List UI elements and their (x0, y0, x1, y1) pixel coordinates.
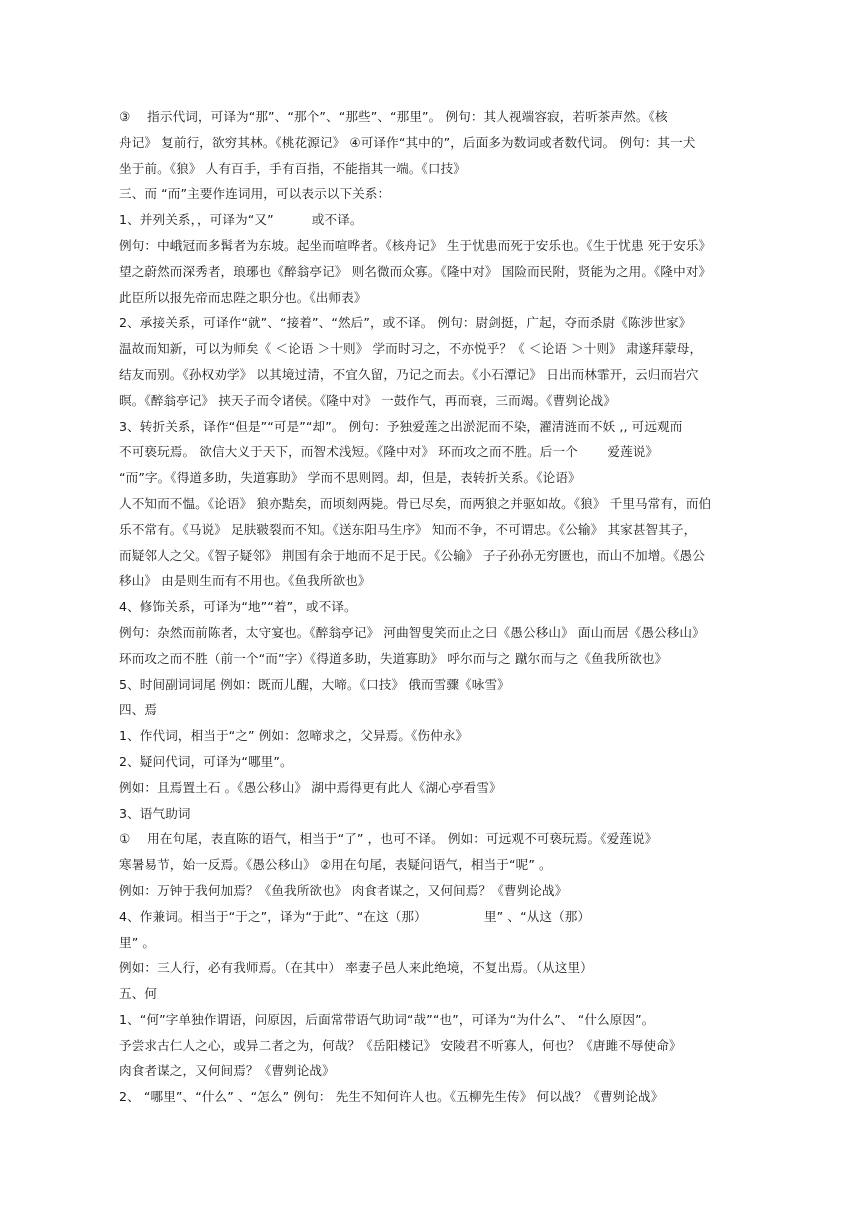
text-line: 2、疑问代词，可译为“哪里”。 (119, 753, 293, 769)
text-line: 例如：三人行，必有我师焉。（在其中） 率妻子邑人来此绝境，不复出焉。（从这里） (119, 960, 593, 976)
text-line: ③ 指示代词，可译为“那”、“那个”、“那些”、“那里”。 例句：其人视端容寂，若听茶声然。《核 (119, 109, 668, 124)
text-line: 例句：中峨冠而多髯者为东坡。起坐而喧哗者。《核舟记》 生于忧患而死于安乐也。《生于忧患 死于安乐》 (119, 237, 712, 253)
text-line: 4、作兼词。相当于“于之”，译为“于此”、“在这（那） 里” 、“从这（那） (119, 908, 591, 924)
text-line: 肉食者谋之，又何间焉？《曹刿论战》 (119, 1063, 335, 1079)
text-line: 1、作代词，相当于“之” 例如：忽啼求之，父异焉。《伤仲永》 (119, 728, 469, 744)
text-line: 2、 “哪里”、“什么” 、“怎么” 例句： 先生不知何许人也。《五柳先生传》 何以战？《曹刿论战》 (119, 1089, 664, 1105)
document-body (119, 104, 737, 1110)
section-heading: 四、焉 (119, 702, 158, 718)
text-line: 乐不常有。《马说》 足肤皲裂而不知。《送东阳马生序》 知而不争，不可谓忠。《公输》 其家甚智其子， (119, 521, 697, 537)
text-line: 暝。《醉翁亭记》 挟天子而令诸侯。《隆中对》 一鼓作气，再而衰，三而竭。《曹刿论战》 (119, 392, 617, 408)
text-line: 3、转折关系，译作“但是”“可是”“却”。 例句：予独爱莲之出淤泥而不染，濯清涟而不妖 ,, 可远观而 (119, 418, 683, 434)
text-line: 人不知而不愠。《论语》 狼亦黠矣，而顷刻两毙。骨已尽矣，而两狼之并驱如故。《狼》 千里马常有，而伯 (119, 495, 712, 511)
text-line: 温故而知新，可以为师矣《 ＜论语 ＞十则》 学而时习之，不亦悦乎？《 ＜论语 ＞十则》 肃遂拜蒙母， (119, 341, 703, 357)
text-line: 而疑邻人之父。《智子疑邻》 荆国有余于地而不足于民。《公输》 子子孙孙无穷匮也，而山不加增。《愚公 (119, 547, 705, 563)
text-line: 2、承接关系，可译作“就”、“接着”、“然后”，或不译。 例句：尉剑挺，广起，夺而杀尉《陈涉世家》 (119, 315, 692, 331)
text-line: 结友而别。《孙权劝学》 以其境过清，不宜久留，乃记之而去。《小石潭记》 日出而林霏开，云归而岩穴 (119, 366, 699, 382)
text-line: 寒暑易节，始一反焉。《愚公移山》 ②用在句尾，表疑问语气，相当于“呢” 。 (119, 857, 552, 873)
text-line: 移山》 由是则生而有不用也。《鱼我所欲也》 (119, 573, 371, 589)
text-line: 环而攻之而不胜（前一个“而”字）《得道多助，失道寡助》 呼尔而与之 蹴尔而与之《鱼我所欲也》 (119, 650, 668, 666)
section-heading: 五、何 (119, 986, 158, 1002)
text-line: “而”字。《得道多助，失道寡助》 学而不思则罔。却，但是，表转折关系。《论语》 (119, 470, 581, 486)
text-line: 1、并列关系，，可译为“又” 或不译。 (119, 212, 363, 228)
text-line: 舟记》 复前行，欲穷其林。《桃花源记》 ④可译作“其中的”，后面多为数词或者数代词。 例句：其一犬 (119, 134, 696, 150)
text-line: 5、时间副词词尾 例如：既而儿醒，大啼。《口技》 俄而雪骤《咏雪》 (119, 676, 510, 692)
text-line: 里” 。 (119, 934, 156, 950)
text-line: 例如：万钟于我何加焉？《鱼我所欲也》 肉食者谋之，又何间焉？《曹刿论战》 (119, 882, 568, 898)
text-line: ① 用在句尾，表直陈的语气，相当于“了” ，也可不译。 例如：可远观不可亵玩焉。《爱莲说》 (119, 831, 658, 847)
text-line: 望之蔚然而深秀者，琅琊也《醉翁亭记》 则名微而众寡。《隆中对》 国险而民附，贤能为之用。《隆中对》 (119, 263, 712, 279)
text-line: 不可亵玩焉。 欲信大义于天下，而智术浅短。《隆中对》 环而攻之而不胜。后一个 爱莲说》 (119, 444, 659, 460)
text-line: 4、修饰关系，可译为“地”“着”，或不译。 (119, 599, 357, 615)
text-line: 例如：且焉置土石 。《愚公移山》 湖中焉得更有此人《湖心亭看雪》 (119, 779, 502, 795)
text-line: 此臣所以报先帝而忠陛之职分也。《出师表》 (119, 289, 367, 305)
text-line: 例句：杂然而前陈者，太守宴也。《醉翁亭记》 河曲智叟笑而止之曰《愚公移山》 面山而居《愚公移山》 (119, 624, 705, 640)
text-line: 坐于前。《狼》 人有百手，手有百指，不能指其一端。《口技》 (119, 160, 466, 176)
text-line: 3、语气助词 (119, 805, 191, 821)
text-line: 予尝求古仁人之心，或异二者之为，何哉？《岳阳楼记》 安陵君不听寡人，何也？《唐雎不辱使命》 (119, 1037, 682, 1053)
text-line: 1、“何”字单独作谓语，问原因，后面常带语气助词“哉”“也”，可译为“为什么”、 “什么原因”。 (119, 1011, 655, 1027)
section-heading: 三、而 “而”主要作连词用，可以表示以下关系： (119, 186, 391, 202)
